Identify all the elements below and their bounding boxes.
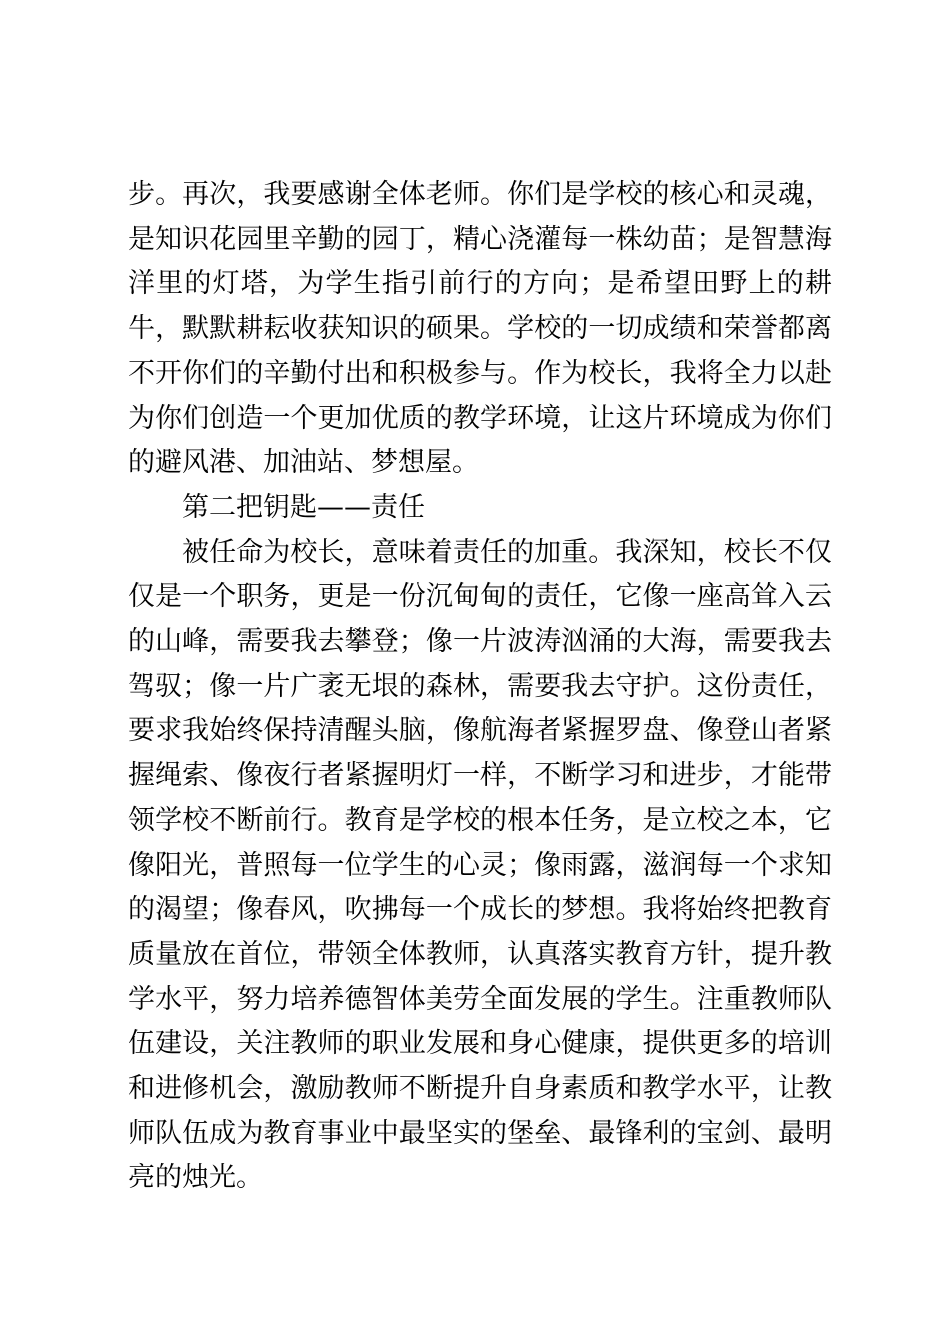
- paragraph-continued: 步。再次，我要感谢全体老师。你们是学校的核心和灵魂，是知识花园里辛勤的园丁，精心浇灌每一株幼苗；是智慧海洋里的灯塔，为学生指引前行的方向；是希望田野上的耕牛，默默耕耘收获知识的硕果。学校的一切成绩和荣誉都离不开你们的辛勤付出和积极参与。作为校长，我将全力以赴为你们创造一个更加优质的教学环境，让这片环境成为你们的避风港、加油站、梦想屋。: [128, 179, 832, 479]
- document-body: [128, 173, 832, 1201]
- section-heading: 第二把钥匙——责任: [182, 491, 425, 523]
- paragraph-responsibility: 被任命为校长，意味着责任的加重。我深知，校长不仅仅是一个职务，更是一份沉甸甸的责任，它像一座高耸入云的山峰，需要我去攀登；像一片波涛汹涌的大海，需要我去驾驭；像一片广袤无垠的森林，需要我去守护。这份责任，要求我始终保持清醒头脑，像航海者紧握罗盘、像登山者紧握绳索、像夜行者紧握明灯一样，不断学习和进步，才能带领学校不断前行。教育是学校的根本任务，是立校之本，它像阳光，普照每一位学生的心灵；像雨露，滋润每一个求知的渴望；像春风，吹拂每一个成长的梦想。我将始终把教育质量放在首位，带领全体教师，认真落实教育方针，提升教学水平，努力培养德智体美劳全面发展的学生。注重教师队伍建设，关注教师的职业发展和身心健康，提供更多的培训和进修机会，激励教师不断提升自身素质和教学水平，让教师队伍成为教育事业中最坚实的堡垒、最锋利的宝剑、最明亮的烛光。: [128, 536, 832, 1194]
